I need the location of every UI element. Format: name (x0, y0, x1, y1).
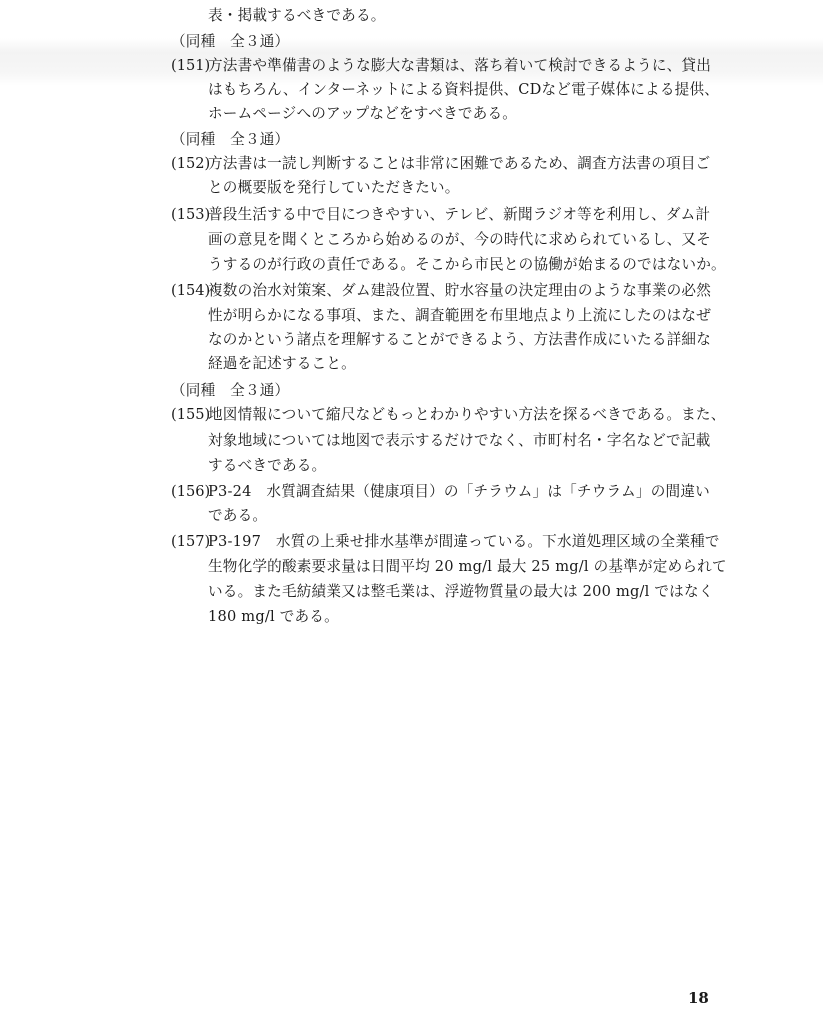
item-153-line-1: 普段生活する中で目につきやすい、テレビ、新聞ラジオ等を利用し、ダム計 (208, 206, 711, 223)
page-number: 18 (688, 989, 709, 1007)
item-number-157: (157) (171, 533, 211, 550)
item-151-line-1: 方法書や準備書のような膨大な書類は、落ち着いて検討できるように、貸出 (208, 57, 711, 74)
item-155-line-3: するべきである。 (208, 457, 327, 474)
same-kind-note: （同種 全３通） (171, 33, 290, 50)
item-157-line-3: いる。また毛紡績業又は整毛業は、浮遊物質量の最大は 200 mg/l ではなく (208, 583, 714, 600)
item-155-line-2: 対象地域については地図で表示するだけでなく、市町村名・字名などで記載 (208, 432, 711, 449)
item-154-line-4: 経過を記述すること。 (208, 355, 356, 372)
item-155-line-1: 地図情報について縮尺などもっとわかりやすい方法を探るべきである。また、 (208, 406, 726, 423)
item-153-line-2: 画の意見を聞くところから始めるのが、今の時代に求められているし、又そ (208, 231, 711, 248)
item-152-line-2: との概要版を発行していただきたい。 (208, 179, 460, 196)
item-154-line-1: 複数の治水対策案、ダム建設位置、貯水容量の決定理由のような事業の必然 (208, 282, 711, 299)
item-number-154: (154) (171, 282, 211, 299)
item-number-155: (155) (171, 406, 211, 423)
item-156-line-1: P3-24 水質調査結果（健康項目）の「チラウム」は「チウラム」の間違い (208, 483, 710, 500)
item-157-line-4: 180 mg/l である。 (208, 608, 339, 625)
same-kind-note: （同種 全３通） (171, 131, 290, 148)
item-number-151: (151) (171, 57, 211, 74)
item-153-line-3: うするのが行政の責任である。そこから市民との協働が始まるのではないか。 (208, 256, 726, 273)
item-151-line-3: ホームページへのアップなどをすべきである。 (208, 105, 518, 122)
item-157-line-1: P3-197 水質の上乗せ排水基準が間違っている。下水道処理区域の全業種で (208, 533, 720, 550)
continuation-line: 表・掲載するべきである。 (208, 7, 386, 24)
item-152-line-1: 方法書は一読し判断することは非常に困難であるため、調査方法書の項目ご (208, 155, 711, 172)
item-157-line-2: 生物化学的酸素要求量は日間平均 20 mg/l 最大 25 mg/l の基準が定められて (208, 558, 727, 575)
item-151-line-2: はもちろん、インターネットによる資料提供、CDなど電子媒体による提供、 (208, 81, 720, 98)
item-number-153: (153) (171, 206, 211, 223)
same-kind-note: （同種 全３通） (171, 382, 290, 399)
item-number-156: (156) (171, 483, 211, 500)
item-number-152: (152) (171, 155, 211, 172)
item-156-line-2: である。 (208, 507, 268, 524)
item-154-line-3: なのかという諸点を理解することができるよう、方法書作成にいたる詳細な (208, 331, 711, 348)
item-154-line-2: 性が明らかになる事項、また、調査範囲を布里地点より上流にしたのはなぜ (208, 307, 711, 324)
